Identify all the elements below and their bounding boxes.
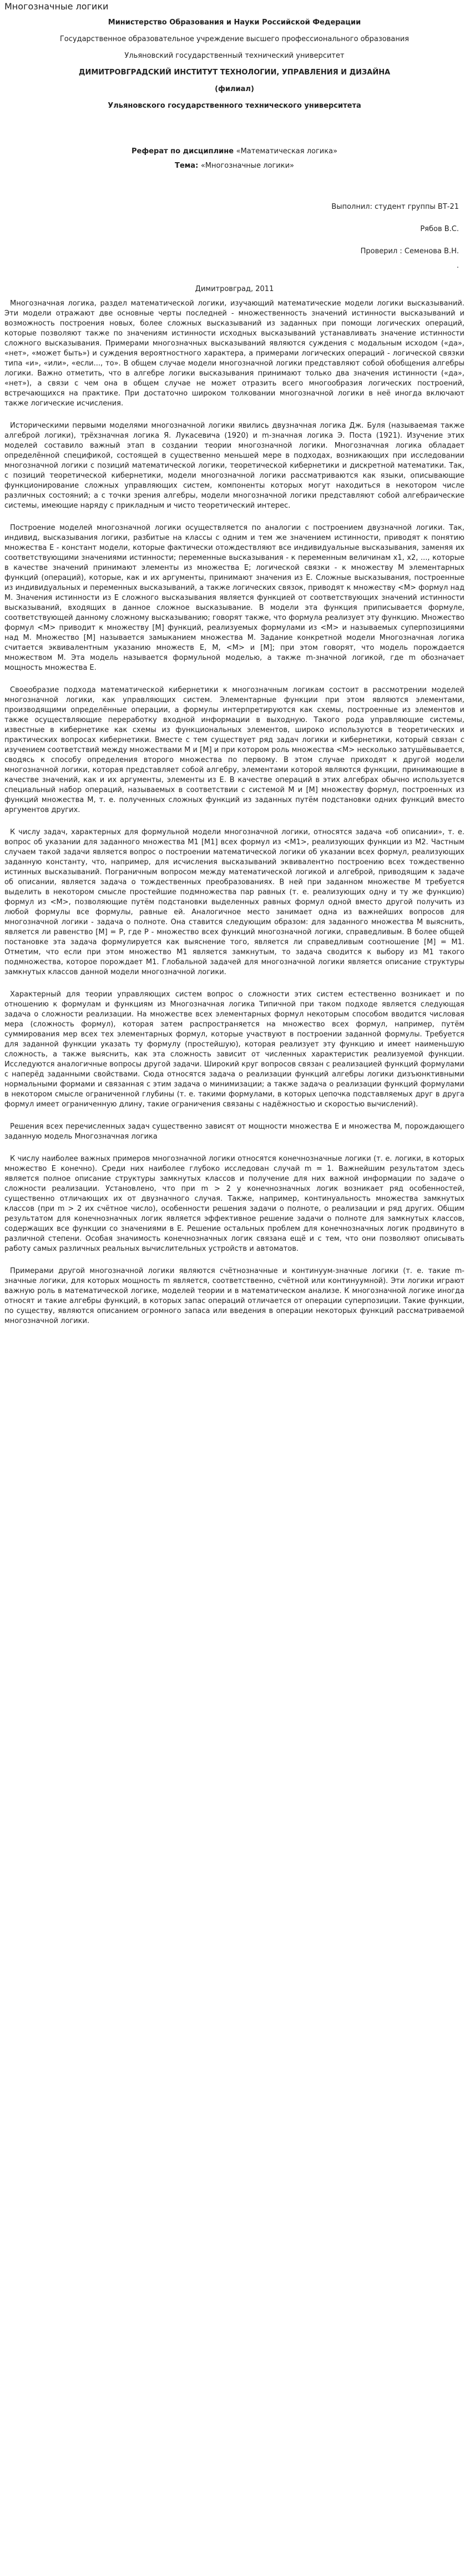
performed-by-line: Выполнил: студент группы ВТ-21 bbox=[331, 203, 459, 211]
report-discipline-value: «Математическая логика» bbox=[236, 147, 338, 156]
document-title: Многозначные логики bbox=[4, 1, 109, 12]
paragraph: Многозначная логика, раздел математической логики, изучающий математические модели логики высказываний. Эти модели отражают две основные черты последней - множественность значений истинности высказываний и возможность построения новых, более сложных высказываний из заданных при помощи логических операций, которые позволяют также по значениям истинности исходных высказываний устанавливать значение истинности сложного высказывания. Примерами многозначных высказываний являются суждения с модальным исходом («да», «нет», «может быть») и суждения вероятностного характера, а примерами логических операций - логической связки типа «и», «или», «если..., то». В общем случае модели многозначной логики представляют собой обобщения алгебры логики. Важно отметить, что в алгебре логики высказывания принимают только два значения истинности («да», «нет»), а связи с чем она в общем случае не может отразить всего многообразия логических построений, встречающихся на практике. При достаточно широком толковании многозначной логики в неё иногда включают также логические исчисления. bbox=[4, 299, 464, 408]
paragraph: Примерами другой многозначной логики являются счётнозначные и континуум-значные логики (т. е. такие m-значные логики, для которых мощность m является, соответственно, счётной или континуумной). Эти логики играют важную роль в математической логике, моделей теории и в математическом анализе. К многозначной логике иногда относят и такие алгебры функций, в которых запас операций отличается от операции суперпозиции. Такие функции, по существу, являются описанием огромного запаса или введения в операции некоторых функций рассматриваемой многозначной логики. bbox=[4, 1267, 464, 1325]
report-topic-line bbox=[4, 161, 464, 171]
checked-by-line: Проверил : Семенова В.Н. bbox=[360, 247, 459, 255]
report-topic-value: «Многозначные логики» bbox=[200, 162, 294, 170]
institute-line: ДИМИТРОВГРАДСКИЙ ИНСТИТУТ ТЕХНОЛОГИИ, УПРАВЛЕНИЯ И ДИЗАЙНА bbox=[78, 68, 391, 77]
report-topic-label: Тема: bbox=[175, 162, 199, 170]
paragraph: Своеобразие подхода математической кибернетики к многозначным логикам состоит в рассмотрении моделей многозначной логики, как управляющих систем. Элементарные функции при этом являются элементами, производящими определённые операции, а формулы интерпретируются как схемы, построенные из элементов и также осуществляющие переработку входной информации в выходную. Такого рода управляющие системы, известные в кибернетике как схемы из функциональных элементов, широко используются в теоретических и практических вопросах кибернетики. Вместе с тем существует ряд задач логики и кибернетики, который связан с изучением соответствий между множествами M и [M] и при котором роль множества <M> несколько затушёвывается, сводясь к способу определения второго множества по первому. В этом случае приходят к другой модели многозначной логики, которая представляет собой алгебру, элементами которой являются функции, принимающие в качестве значений, как и их аргументы, элементы из E. В качестве операций в этих алгебрах обычно используется специальный набор операций, называемых в соответствии с системой M и [M] множеству формул, построенных из функций множества M, т. е. полученных сложных функций из заданных путём подстановки одних функций вместо аргументов других. bbox=[4, 686, 464, 814]
paragraph: К числу наиболее важных примеров многозначной логики относятся конечнозначные логики (т. е. логики, в которых множество E конечно). Среди них наиболее глубоко исследован случай m = 1. Важнейшим результатом здесь является полное описание структуры замкнутых классов и получение для них важной информации по задаче о сложности реализации. Установлено, что при m > 2 у конечнозначных логик возникает ряд особенностей, существенно отличающих их от двузначного случая. Также, например, континуальность множества замкнутых классов (при m > 2 их счётное число), особенности решения задачи о полноте, о реализации и ряд других. Общим результатом для конечнозначных логик является эффективное решение задачи о полноте для замкнутых классов, содержащих все функции со значениями в E. Решение остальных проблем для конечнозначных логик продвинуто в различной степени. Особая значимость конечнозначных логик связана ещё и с тем, что они позволяют описывать работу самых различных реальных вычислительных устройств и автоматов. bbox=[4, 1155, 464, 1253]
document-body bbox=[4, 299, 464, 1326]
institution-line: Государственное образовательное учреждение высшего профессионального образования bbox=[59, 35, 410, 43]
report-info bbox=[4, 147, 464, 171]
branch-line: (филиал) bbox=[215, 85, 254, 93]
trailing-dot: . bbox=[456, 262, 459, 270]
paragraph: Историческими первыми моделями многозначной логики явились двузначная логика Дж. Буля (называемая также алгеброй логики), трёхзначная логика Я. Лукасевича (1920) и m-значная логика Э. Поста (1921). Изучение этих моделей составило важный этап в создании теории многозначной логики. Многозначная логика обладает определённой спецификой, состоящей в существенно меньшей мере в подходах, возникающих при исследовании многозначной логики с позиций математической логики, теоретической кибернетики и дискретной математики. Так, с позиций теоретической кибернетики, модели многозначной логики рассматриваются как языки, описывающие функционирование сложных управляющих систем, компоненты которых могут находиться в некотором числе различных состояний; а с точки зрения алгебры, модели многозначной логики представляют собой алгебраические системы, имеющие наряду с прикладным и чисто теоретический интерес. bbox=[4, 422, 464, 510]
report-discipline-label: Реферат по дисциплине bbox=[131, 147, 234, 156]
paragraph: Характерный для теории управляющих систем вопрос о сложности этих систем естественно возникает и по отношению к формулам и функциям из Многозначная логика Типичной при таком подходе является следующая задача о сложности реализации. На множестве всех элементарных формул некоторым способом вводится числовая мера (сложность формул), которая затем распространяется на множество всех формул, например, путём суммирования мер всех тех элементарных формул, которые участвуют в построении заданной формулы. Требуется для заданной функции указать ту формулу (простейшую), которая реализует эту функцию и имеет наименьшую сложность, а также выяснить, как эта сложность зависит от численных характеристик реализуемой функции. Исследуются аналогичные вопросы другой задачи. Широкий круг вопросов связан с реализацией функций формулами с наперёд заданными свойствами. Сюда относятся задача о реализации функций алгебры логики дизъюнктивными нормальными формами и связанная с этим задача о минимизации; а также задача о реализации функций формулами в некотором смысле ограниченной глубины (т. е. такими формулами, в которых цепочка подставляемых друг в друга формул имеет ограниченную длину, такие ограничения связаны с надёжностью и скоростью вычислений). bbox=[4, 990, 464, 1109]
parent-university-line: Ульяновского государственного технического университета bbox=[108, 102, 361, 110]
title-page-header bbox=[4, 18, 464, 111]
paragraph: Построение моделей многозначной логики осуществляется по аналогии с построением двузначной логики. Так, индивид, высказывания логики, разбитые на классы с одним и тем же значением истинности, приводят к понятию множества E - констант модели, которые фактически отождествляют все индивидуальные высказывания, заменяя их соответствующими значениями истинности; переменные высказывания - к переменным величинам x1, x2, ..., которые в качестве значений принимают элементы из множества E; логической связки - к множеству M элементарных функций (операций), которые, как и их аргументы, принимают значения из E. Сложные высказывания, построенные из индивидуальных и переменных высказываний, а также логических связок, приводят к множеству <M> формул над M. Значения истинности из E сложного высказывания является функцией от соответствующих значений истинности высказываний, входящих в данное сложное высказывание. В модели эта функция приписывается формуле, соответствующей данному сложному высказыванию; говорят также, что формула реализует эту функцию. Множество формул <M> приводит к множеству [M] функций, реализуемых формулами из <M> и называемых суперпозициями над M. Множество [M] называется замыканием множества M. Задание конкретной модели Многозначная логика считается эквивалентным указанию множеств E, M, <M> и [M]; при этом говорят, что модель порождается множеством M. Эта модель называется формульной моделью, а также m-значной логикой, где m обозначает мощность множества E. bbox=[4, 524, 464, 672]
paragraph: К числу задач, характерных для формульной модели многозначной логики, относятся задача «об описании», т. е. вопрос об указании для заданного множества M1 [M1] всех формул из <M1>, реализующих функции из M2. Частным случаем такой задачи является вопрос о построении математической логики об указании всех формул, реализующих заданную константу, что, например, для исчисления высказываний эквивалентно построению всех тождественно истинных высказываний. Пограничным вопросом между математической логикой и алгеброй, приводящим к задаче об описании, является задача о тождественных преобразованиях. В ней при заданном множестве M требуется выделить в некотором смысле простейшие подмножества пар равных (т. е. реализующих одну и ту же функцию) формул из <M>, позволяющие путём подстановки выделенных равных формул одной вместо другой получить из любой формулы все формулы, равные ей. Аналогичное место занимает одна из важнейших вопросов для многозначной логики - задача о полноте. Она ставится следующим образом: для заданного множества M выяснить, является ли равенство [M] = P, где P - множество всех функций многозначной логики, справедливым. В более общей постановке эта задача формулируется как выяснение того, является ли справедливым соотношение [M] = M1. Отметим, что если при этом множество M1 является замкнутым, то задача сводится к выбору из M1 такого подмножества, которое порождает M1. Глобальной задачей для многозначной логики является описание структуры замкнутых классов данной модели многозначной логики. bbox=[4, 828, 464, 976]
paragraph: Решения всех перечисленных задач существенно зависят от мощности множества E и множества M, порождающего заданную модель Многозначная логика bbox=[4, 1122, 464, 1141]
ministry-line: Министерство Образования и Науки Российской Федерации bbox=[108, 18, 361, 27]
student-name: Рябов В.С. bbox=[420, 225, 459, 233]
report-discipline-line bbox=[4, 147, 464, 157]
university-line: Ульяновский государственный технический университет bbox=[124, 52, 345, 60]
author-block bbox=[4, 202, 464, 271]
city-year: Димитровград, 2011 bbox=[195, 285, 274, 293]
